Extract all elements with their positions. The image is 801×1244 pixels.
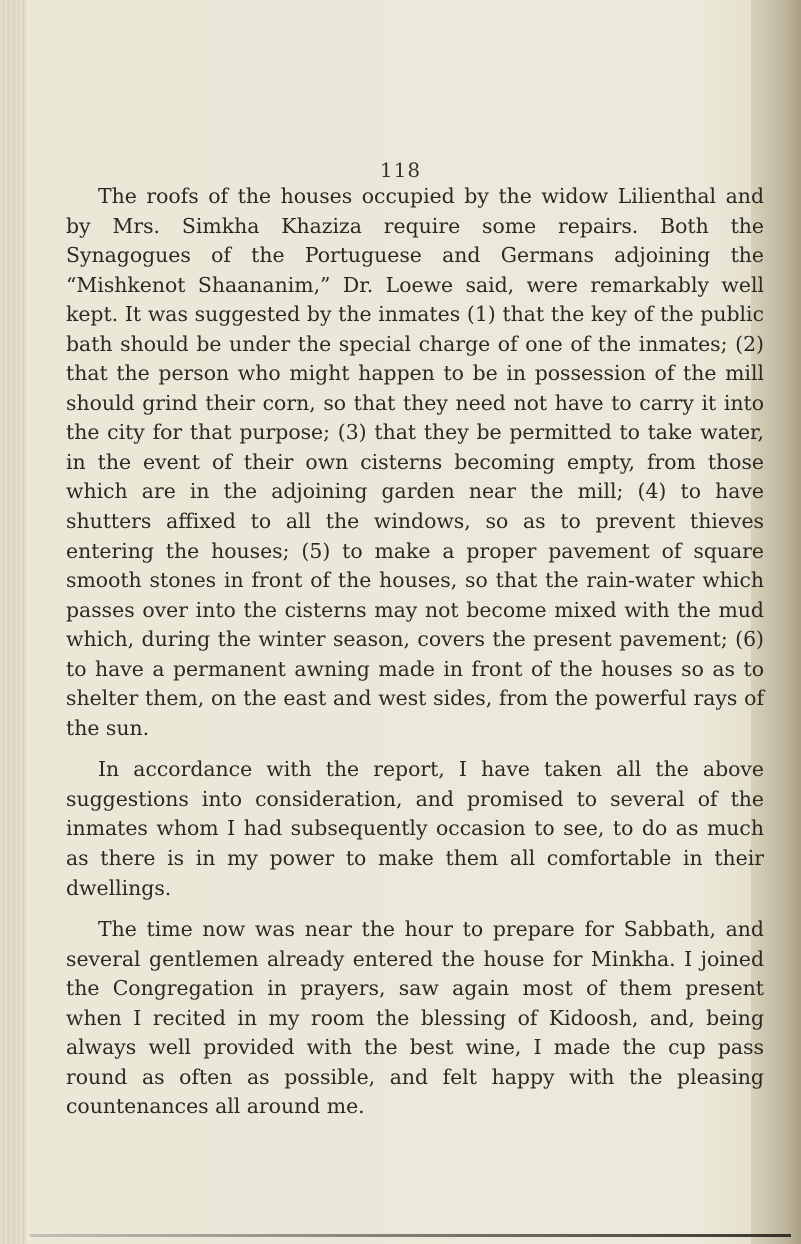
page-number: 118: [379, 158, 422, 182]
binding-gutter: [0, 0, 26, 1244]
body-text: [66, 182, 764, 1122]
paragraph-repairs: The roofs of the houses occupied by the widow Lilienthal and by Mrs. Simkha Khaziza require some repairs. Both the Synagogues of the Portuguese and Germans adjoining the “Mishkenot Shaananim,” Dr. Loewe said, were remarkably well kept. It was suggested by the inmates (1) that the key of the public bath should be under the special charge of one of the inmates; (2) that the person who might happen to be in possession of the mill should grind their corn, so that they need not have to carry it into the city for that purpose; (3) that they be permitted to take water, in the event of their own cisterns becoming empty, from those which are in the adjoining garden near the mill; (4) to have shutters affixed to all the windows, so as to prevent thieves entering the houses; (5) to make a proper pavement of square smooth stones in front of the houses, so that the rain-water which passes over into the cisterns may not become mixed with the mud which, during the winter season, covers the present pavement; (6) to have a permanent awning made in front of the houses so as to shelter them, on the east and west sides, from the powerful rays of the sun.: [66, 184, 764, 740]
paragraph-sabbath: The time now was near the hour to prepare for Sabbath, and several gentlemen already entered the house for Minkha. I joined the Congregation in prayers, saw again most of them present when I recited in my room the blessing of Kidoosh, and, being always well provided with the best wine, I made the cup pass round as often as possible, and felt happy with the pleasing countenances all around me.: [66, 917, 764, 1119]
bottom-edge-line: [30, 1234, 791, 1237]
paragraph-accordance: In accordance with the report, I have taken all the above suggestions into consideration, and promised to several of the inmates whom I had subsequently occasion to see, to do as much as there is in my power to make them all comfortable in their dwellings.: [66, 757, 764, 900]
